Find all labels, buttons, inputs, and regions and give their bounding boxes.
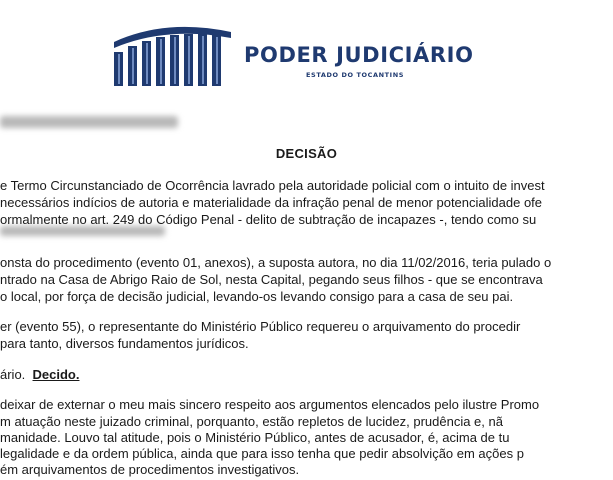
decido-line	[0, 366, 79, 383]
document-heading: DECISÃO	[275, 146, 338, 161]
paragraph-line: o local, por força de decisão judicial, levando-os levando consigo para a casa de seu pai.	[0, 289, 514, 304]
paragraph-line: er (evento 55), o representante do Ministério Público requereu o arquivamento do procedir	[0, 319, 521, 334]
decido-prefix: ário.	[0, 367, 33, 382]
courthouse-columns-icon	[106, 22, 236, 88]
paragraph-line: m atuação neste juizado criminal, porquanto, estão repletos de lucidez, prudência e, nã	[0, 414, 503, 429]
paragraph-line: onsta do procedimento (evento 01, anexos), a suposta autora, no dia 11/02/2016, teria pulado o	[0, 255, 552, 270]
paragraph-line: legalidade e da ordem pública, ainda que para isso tenha que pedir absolvição em ações p	[0, 446, 524, 461]
decido-label: Decido.	[32, 367, 80, 382]
paragraph-line: ntrado na Casa de Abrigo Raio de Sol, nesta Capital, pegando seus filhos - que se encontrava	[0, 272, 543, 287]
court-logo	[106, 22, 486, 92]
paragraph-line: e Termo Circunstanciado de Ocorrência lavrado pela autoridade policial com o intuito de invest	[0, 178, 545, 193]
paragraph-line: para tanto, diversos fundamentos jurídicos.	[0, 336, 249, 351]
paragraph-line: ém arquivamentos de procedimentos investigativos.	[0, 462, 300, 477]
paragraph-line: ormalmente no art. 249 do Código Penal - delito de subtração de incapazes -, tendo como su	[0, 212, 537, 227]
paragraph-line: necessários indícios de autoria e materialidade da infração penal de menor potencialidade ofe	[0, 195, 543, 210]
paragraph-line: deixar de externar o meu mais sincero respeito aos argumentos elencados pelo ilustre Promo	[0, 397, 540, 412]
paragraph-line: manidade. Louvo tal atitude, pois o Ministério Público, antes de acusador, é, acima de tu	[0, 430, 510, 445]
brand-title: PODER JUDICIÁRIO	[244, 43, 474, 67]
redacted-text	[0, 116, 178, 128]
brand-subtitle: ESTADO DO TOCANTINS	[306, 71, 405, 79]
